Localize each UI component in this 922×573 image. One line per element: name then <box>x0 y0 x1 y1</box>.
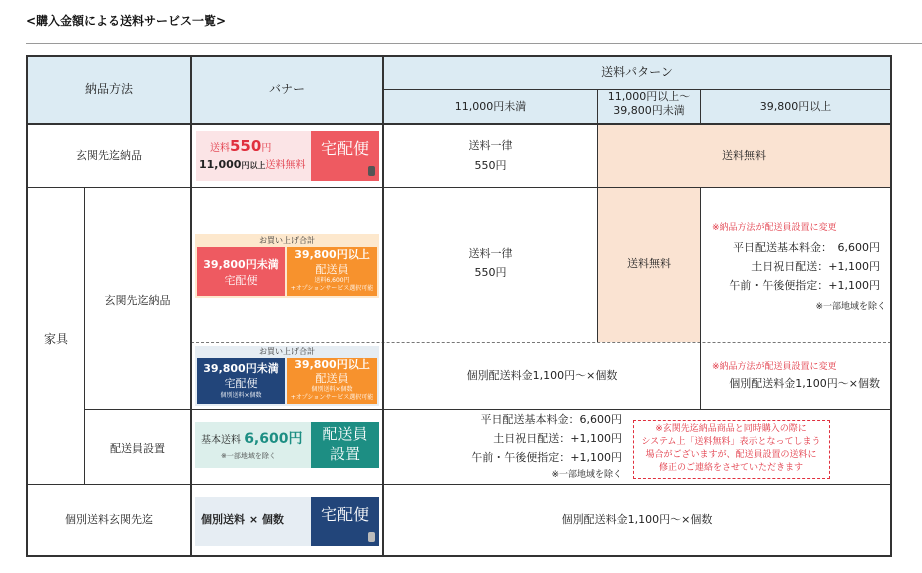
row5-banner-tag <box>311 497 379 546</box>
header-bottom-line <box>26 123 892 125</box>
row2-banner-left-l1: 39,800円未満 <box>203 258 279 271</box>
row4-bottom-line <box>26 484 892 485</box>
row2-col-c-note: ※納品方法が配送員設置に変更 <box>712 223 837 233</box>
row4-banner-tag <box>311 422 379 468</box>
row1-col-a-l1: 送料一律 <box>468 139 513 152</box>
row4-notice-box <box>633 420 830 479</box>
row1-method: 玄関先迄納品 <box>76 149 142 162</box>
row3-banner-right-n2: +オプションサービス選択可能 <box>290 394 374 401</box>
table-border-bottom <box>26 555 892 557</box>
row5-col-abc: 個別配送料金1,100円〜×個数 <box>561 513 713 526</box>
row2-col-c-l4: ※一部地域を除く <box>815 302 886 312</box>
row2-method: 玄関先迄納品 <box>104 294 171 307</box>
row4-notice-l2: システム上「送料無料」表示となってしまう <box>641 437 821 447</box>
row2-col-a-l2: 550円 <box>474 266 507 279</box>
row2-banner-right <box>287 247 377 296</box>
table-border-top <box>26 55 892 57</box>
row3-banner-right <box>287 358 377 404</box>
header-banner: バナー <box>268 82 305 96</box>
row3-banner-left <box>197 358 285 404</box>
row4-notice-l4: 修正のご連絡をさせていただきます <box>658 463 803 473</box>
row1-banner-tag <box>311 131 379 181</box>
row4-notice-l1: ※玄関先迄納品商品と同時購入の際に <box>655 424 807 434</box>
row3-banner-left-l1: 39,800円未満 <box>203 362 279 375</box>
header-method: 納品方法 <box>84 82 133 96</box>
row3-banner-left-n: 個別送料×個数 <box>220 392 262 399</box>
row4-method: 配送員設置 <box>110 442 165 455</box>
row4-banner <box>195 422 379 468</box>
row1-banner <box>196 131 379 181</box>
row5-banner-text: 個別送料 × 個数 <box>201 513 284 526</box>
banner-col-right-line <box>382 55 384 557</box>
header-col-b-line1: 11,000円以上〜 <box>607 90 691 103</box>
row5-banner <box>195 497 379 546</box>
row3-banner <box>195 346 379 406</box>
table-border-right <box>890 55 892 557</box>
row3-banner-right-n1: 個別送料×個数 <box>311 386 353 393</box>
row2-banner-right-n2: +オプションサービス選択可能 <box>290 285 374 292</box>
row2-col-c-l2: 土日祝日配送：+1,100円 <box>751 260 880 273</box>
row3-banner-left-l2: 宅配便 <box>224 377 258 390</box>
row2-banner-left <box>197 247 285 296</box>
row1-banner-l2c: 送料無料 <box>265 160 306 171</box>
header-col-b-line2: 39,800円未満 <box>613 104 685 117</box>
row3-banner-top: お買い上げ合計 <box>259 347 315 356</box>
row2-banner-left-l2: 宅配便 <box>224 274 258 287</box>
header-col-a: 11,000円未満 <box>454 100 527 113</box>
row4-banner-l1a: 基本送料 <box>201 435 241 446</box>
row1-banner-tag-text: 宅配便 <box>320 139 369 158</box>
header-col-c: 39,800円以上 <box>759 100 832 113</box>
row2-col-b: 送料無料 <box>627 257 671 270</box>
page-title: <購入金額による送料サービス一覧> <box>26 14 227 28</box>
row1-banner-l1b: 550 <box>230 137 262 155</box>
header-pattern: 送料パターン <box>601 65 673 79</box>
row1-banner-l2b: 円以上 <box>241 161 266 170</box>
title-divider <box>26 43 922 44</box>
row2-banner-right-l1: 39,800円以上 <box>294 248 370 261</box>
row3-banner-right-l2: 配送員 <box>315 372 349 385</box>
row3-col-c-note: ※納品方法が配送員設置に変更 <box>712 362 837 372</box>
truck-icon <box>368 166 375 176</box>
banner-col-left-line <box>190 55 192 557</box>
row2-banner-top: お買い上げ合計 <box>259 236 315 245</box>
row4-banner-l1b: 6,600円 <box>244 431 303 447</box>
row2-col-c-l3: 午前・午後便指定：+1,100円 <box>729 279 880 292</box>
truck-icon <box>368 532 375 542</box>
row1-banner-l2a: 11,000 <box>199 158 242 171</box>
row1-col-a-l2: 550円 <box>474 159 507 172</box>
row4-notice-l3: 場合がございますが、配送員設置の送料に <box>645 450 817 460</box>
row5-banner-tag-text: 宅配便 <box>320 505 369 524</box>
row3-col-c-l1: 個別配送料金1,100円〜×個数 <box>729 377 880 390</box>
row3-banner-right-l1: 39,800円以上 <box>294 358 370 371</box>
row3-bottom-line <box>84 409 891 410</box>
row1-col-bc: 送料無料 <box>722 149 766 162</box>
row4-banner-l2: ※一部地域を除く <box>221 452 276 460</box>
row1-banner-l1a: 送料 <box>210 143 230 154</box>
row4-l3: 午前・午後便指定：+1,100円 <box>471 451 622 464</box>
row1-banner-l1c: 円 <box>261 143 272 154</box>
row2-banner-right-l2: 配送員 <box>315 263 349 276</box>
table-border-left <box>26 55 28 557</box>
row4-l4: ※一部地域を除く <box>551 470 622 480</box>
row2-banner <box>195 234 379 298</box>
row1-bottom-line <box>26 187 892 188</box>
row2-dashed-line <box>191 342 891 343</box>
row4-banner-tag-l2: 設置 <box>329 445 360 463</box>
row2-col-a-l1: 送料一律 <box>468 247 513 260</box>
row3-col-ab: 個別配送料金1,100円〜×個数 <box>466 369 618 382</box>
row2-col-c-l1: 平日配送基本料金： 6,600円 <box>733 241 880 254</box>
row2-banner-right-n1: 送料6,600円 <box>314 277 350 284</box>
group-furniture: 家具 <box>43 332 68 346</box>
row5-method: 個別送料玄関先迄 <box>65 513 153 526</box>
row4-l2: 土日祝日配送：+1,100円 <box>493 432 622 445</box>
row4-l1: 平日配送基本料金：6,600円 <box>480 413 622 426</box>
row4-banner-tag-l1: 配送員 <box>322 425 368 443</box>
